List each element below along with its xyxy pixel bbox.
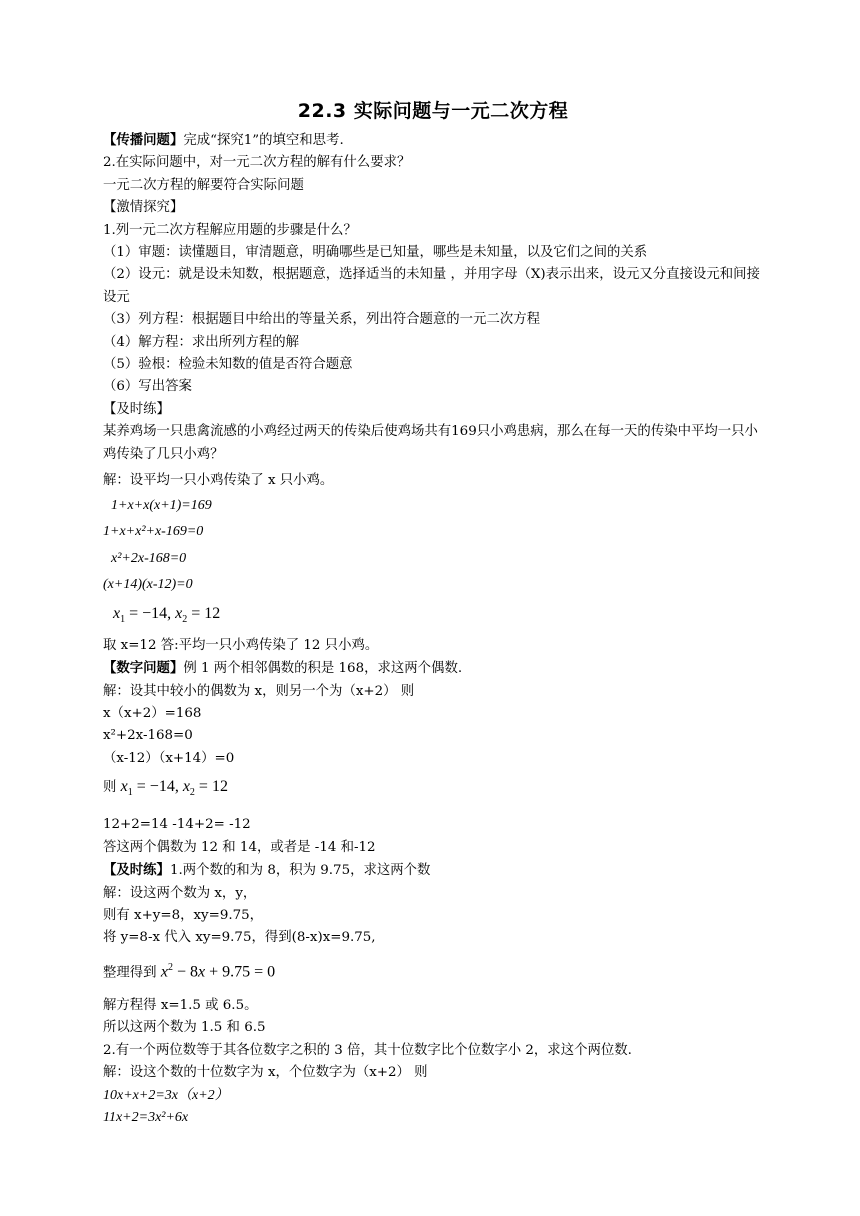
section-practice — [103, 399, 763, 421]
answer-2: 一元二次方程的解要符合实际问题 — [103, 177, 304, 193]
step-2: （2）设元：就是设未知数，根据题意，选择适当的未知量 ，并用字母（X)表示出来，设元又分直接设元和间接设元 — [103, 267, 760, 305]
step-3: （3）列方程：根据题目中给出的等量关系，列出符合题意的一元二次方程 — [103, 312, 541, 328]
equation-3: （x-12）（x+14）=0 — [103, 750, 235, 766]
equation-1: 1+x+x(x+1)=169 — [111, 497, 212, 513]
solution-intro: 解：设这个数的十位数字为 x，个位数字为（x+2） 则 — [103, 1065, 428, 1081]
equation-1: x（x+2）=168 — [103, 705, 202, 721]
question-two-digit: 2.有一个两位数等于其各位数字之积的 3 倍，其十位数字比个位数字小 2，求这个两位数. — [103, 1042, 632, 1058]
section-tag: 【及时练】 — [103, 401, 170, 417]
solution-answer: 答这两个偶数为 12 和 14，或者是 -14 和-12 — [103, 839, 376, 855]
question-1: 1.列一元二次方程解应用题的步骤是什么？ — [103, 222, 357, 238]
section-tag: 【传播问题】 — [103, 132, 184, 148]
solution-line: 所以这两个数为 1.5 和 6.5 — [103, 1020, 266, 1036]
solution-intro: 解：设这两个数为 x，y， — [103, 885, 257, 901]
solution-line: 则有 x+y=8，xy=9.75， — [103, 907, 264, 923]
step-6: （6）写出答案 — [103, 379, 192, 395]
question-2: 2.在实际问题中，对一元二次方程的解有什么要求？ — [103, 155, 411, 171]
equation-2: 11x+2=3x²+6x — [103, 1110, 189, 1126]
equation-3: x²+2x-168=0 — [111, 550, 187, 566]
section-text: 完成“探究1”的填空和思考. — [183, 133, 344, 148]
section-tag: 【数字问题】 — [103, 660, 184, 677]
roots-formula: 则 $x_1 = -14$, $x_2 = 12$ — [103, 778, 228, 799]
calculation: 12+2=14 -14+2= -12 — [103, 817, 251, 833]
page-title: 22.3 实际问题与一元二次方程 — [297, 100, 569, 122]
solution-answer: 取 x=12 答:平均一只小鸡传染了 12 只小鸡。 — [103, 637, 379, 653]
section-explore — [103, 197, 763, 219]
section-tag: 【激情探究】 — [103, 200, 184, 216]
equation-4: (x+14)(x-12)=0 — [103, 577, 193, 592]
section-spread-problem — [103, 129, 763, 152]
document-page — [103, 96, 763, 1130]
problem-chicken: 某养鸡场一只患禽流感的小鸡经过两天的传染后使鸡场共有169只小鸡患病，那么在每一天的传染中平均一只小鸡传染了几只小鸡？ — [103, 424, 758, 462]
solution-line: 解方程得 x=1.5 或 6.5。 — [103, 998, 258, 1014]
equation-2: x²+2x-168=0 — [103, 728, 193, 744]
solution-intro: 解：设其中较小的偶数为 x，则另一个为（x+2） 则 — [103, 683, 415, 699]
section-practice-2 — [103, 859, 763, 882]
quadratic-formula: 整理得到 $x^2 - 8x + 9.75 = 0$ — [103, 961, 276, 981]
step-5: （5）验根：检验未知数的值是否符合题意 — [103, 357, 353, 373]
section-number-problem — [103, 657, 763, 680]
solution-line: 将 y=8-x 代入 xy=9.75，得到(8-x)x=9.75, — [103, 930, 376, 946]
equation-1: 10x+x+2=3x（x+2） — [103, 1087, 229, 1103]
solution-intro: 解：设平均一只小鸡传染了 x 只小鸡。 — [103, 473, 334, 489]
step-1: （1）审题：读懂题目，审清题意，明确哪些是已知量，哪些是未知量，以及它们之间的关系 — [103, 245, 648, 261]
section-text: 1.两个数的和为 8，积为 9.75，求这两个数 — [169, 863, 431, 879]
section-text: 例 1 两个相邻偶数的积是 168，求这两个偶数. — [183, 661, 463, 677]
section-tag: 【及时练】 — [103, 862, 170, 879]
equation-2: 1+x+x²+x-169=0 — [103, 524, 204, 539]
step-4: （4）解方程：求出所列方程的解 — [103, 334, 299, 350]
roots-formula: $x_1 = -14$, $x_2 = 12$ — [113, 604, 221, 625]
